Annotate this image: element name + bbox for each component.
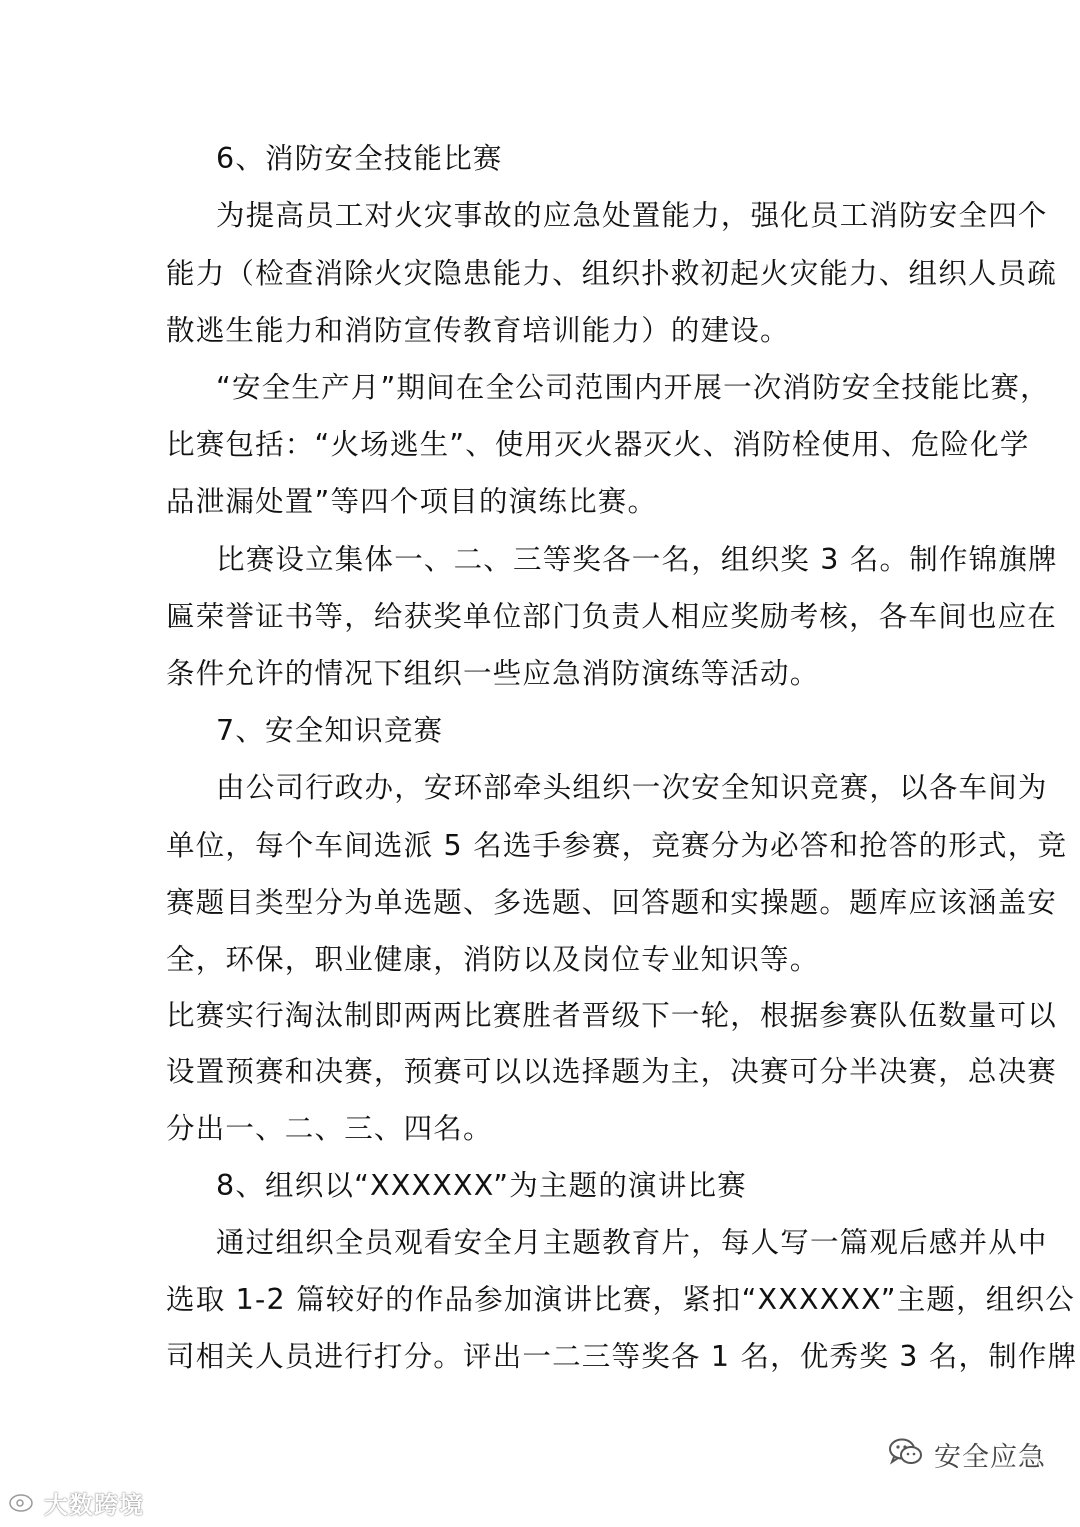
paragraph-line: 由公司行政办，安环部牵头组织一次安全知识竞赛，以各车间为	[216, 771, 1048, 804]
paragraph-line: 设置预赛和决赛，预赛可以以选择题为主，决赛可分半决赛，总决赛	[166, 1055, 1058, 1088]
section-heading-8: 8、组织以“XXXXXX”为主题的演讲比赛	[216, 1169, 747, 1202]
weibo-watermark	[8, 1486, 144, 1518]
paragraph-line: 全，环保，职业健康，消防以及岗位专业知识等。	[166, 943, 820, 976]
paragraph-line: 匾荣誉证书等，给获奖单位部门负责人相应奖励考核，各车间也应在	[166, 600, 1058, 633]
paragraph-line: 能力（检查消除火灾隐患能力、组织扑救初起火灾能力、组织人员疏	[166, 257, 1058, 290]
paragraph-line: 分出一、二、三、四名。	[166, 1112, 493, 1145]
wechat-icon	[888, 1437, 924, 1471]
section-heading-6: 6、消防安全技能比赛	[216, 142, 503, 175]
wechat-watermark	[888, 1432, 1046, 1476]
watermark-text: 大数跨境	[44, 1490, 144, 1519]
watermark-text: 安全应急	[934, 1441, 1046, 1473]
paragraph-line: 比赛包括：“火场逃生”、使用灭火器灭火、消防栓使用、危险化学	[166, 428, 1030, 461]
section-heading-7: 7、安全知识竞赛	[216, 714, 444, 747]
paragraph-line: 通过组织全员观看安全月主题教育片，每人写一篇观后感并从中	[216, 1226, 1048, 1259]
paragraph-line: 散逃生能力和消防宣传教育培训能力）的建设。	[166, 314, 790, 347]
paragraph-line: 单位，每个车间选派 5 名选手参赛，竞赛分为必答和抢答的形式，竞	[166, 829, 1068, 862]
paragraph-line: 为提高员工对火灾事故的应急处置能力，强化员工消防安全四个	[216, 199, 1048, 232]
paragraph-line: 品泄漏处置”等四个项目的演练比赛。	[166, 485, 658, 518]
paragraph-line: 条件允许的情况下组织一些应急消防演练等活动。	[166, 657, 820, 690]
paragraph-line: 比赛实行淘汰制即两两比赛胜者晋级下一轮，根据参赛队伍数量可以	[166, 999, 1058, 1032]
paragraph-line: 选取 1-2 篇较好的作品参加演讲比赛，紧扣“XXXXXX”主题，组织公	[166, 1283, 1075, 1316]
paragraph-line: 赛题目类型分为单选题、多选题、回答题和实操题。题库应该涵盖安	[166, 886, 1058, 919]
paragraph-line: “安全生产月”期间在全公司范围内开展一次消防安全技能比赛，	[216, 371, 1050, 404]
weibo-icon	[8, 1487, 38, 1517]
paragraph-line: 司相关人员进行打分。评出一二三等奖各 1 名，优秀奖 3 名，制作牌	[166, 1340, 1078, 1373]
paragraph-line: 比赛设立集体一、二、三等奖各一名，组织奖 3 名。制作锦旗牌	[216, 543, 1058, 576]
